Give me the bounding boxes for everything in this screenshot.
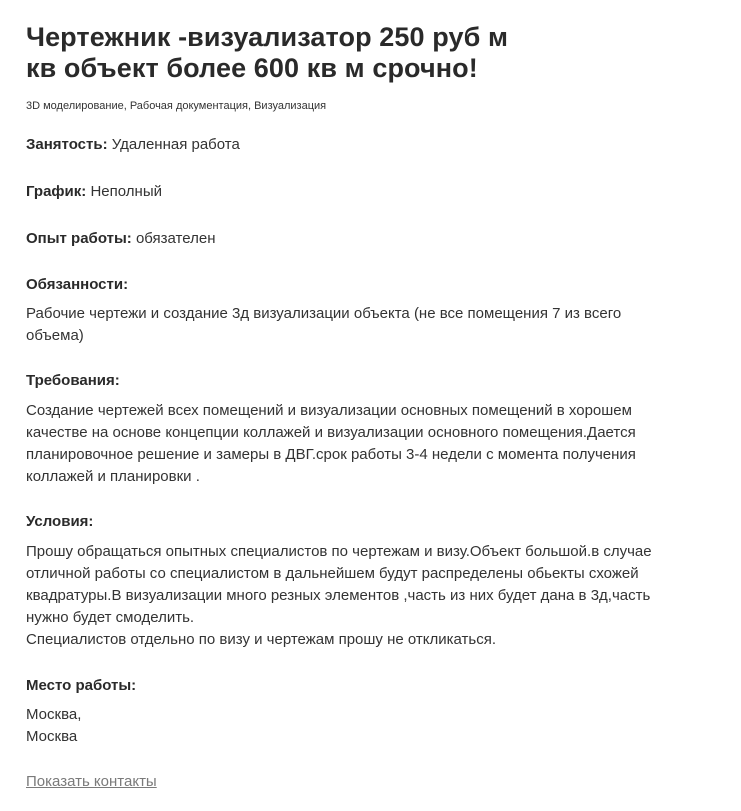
job-tags: 3D моделирование, Рабочая документация, Визуализация — [26, 100, 327, 112]
schedule-field — [26, 182, 162, 202]
conditions-heading: Условия: — [26, 513, 94, 530]
job-title: Чертежник -визуализатор 250 руб м кв объект более 600 кв м срочно! — [26, 22, 509, 83]
location-line: Москва — [26, 728, 78, 745]
employment-field — [26, 135, 240, 155]
duties-line: Рабочие чертежи и создание 3д визуализации объекта (не все помещения 7 из всего — [26, 305, 622, 322]
conditions-line: Специалистов отдельно по визу и чертежам прошу не откликаться. — [26, 631, 496, 648]
schedule-value: Неполный — [90, 183, 162, 200]
conditions-line: нужно будет смоделить. — [26, 609, 195, 626]
duties-text — [26, 303, 716, 347]
conditions-line: Прошу обращаться опытных специалистов по чертежам и визу.Объект большой.в случае — [26, 543, 652, 560]
employment-label: Занятость: — [26, 136, 108, 153]
experience-value: обязателен — [135, 230, 216, 247]
requirements-line: качестве на основе концепции коллажей и визуализации основного помещения.Дается — [26, 424, 636, 441]
requirements-text — [26, 400, 716, 488]
experience-field — [26, 229, 215, 249]
duties-heading: Обязанности: — [26, 276, 129, 293]
location-line: Москва, — [26, 706, 82, 723]
requirements-line: коллажей и планировки . — [26, 468, 200, 485]
requirements-heading: Требования: — [26, 372, 120, 389]
conditions-line: отличной работы со специалистом в дальнейшем будут распределены обьекты схожей — [26, 565, 639, 582]
conditions-text — [26, 541, 716, 651]
conditions-line: квадратуры.В визуализации много резных элементов ,часть из них будет дана в 3д,часть — [26, 587, 651, 604]
duties-line: объема) — [26, 327, 84, 344]
requirements-line: Создание чертежей всех помещений и визуализации основных помещений в хорошем — [26, 402, 632, 419]
location-heading: Место работы: — [26, 677, 137, 694]
employment-value: Удаленная работа — [111, 136, 240, 153]
requirements-line: планировочное решение и замеры в ДВГ.срок работы 3-4 недели с момента получения — [26, 446, 636, 463]
experience-label: Опыт работы: — [26, 230, 132, 247]
location-text — [26, 704, 716, 748]
schedule-label: График: — [26, 183, 87, 200]
show-contacts-link[interactable]: Показать контакты — [26, 773, 157, 790]
